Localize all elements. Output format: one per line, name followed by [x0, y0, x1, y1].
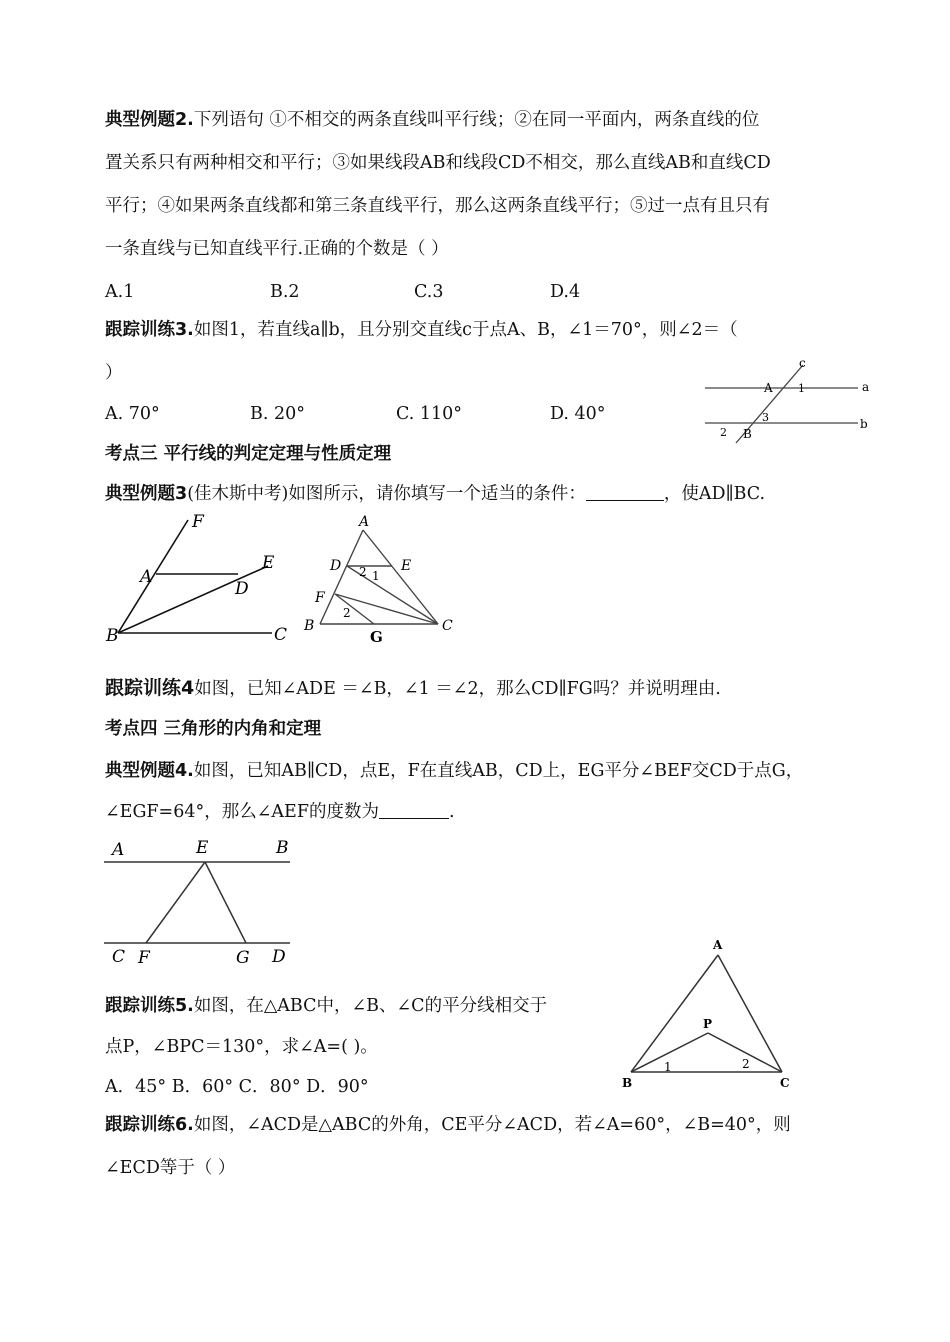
ex4-label-C: C: [112, 947, 126, 967]
ex3f2-label-A: A: [359, 514, 370, 530]
ex3f2-label-C: C: [442, 618, 453, 634]
tr5-line-2: 点P，∠BPC＝130°，求∠A=( )。: [105, 1037, 378, 1057]
tr6-label: 跟踪训练6.: [105, 1115, 194, 1135]
ex3f1-label-F: F: [192, 512, 204, 532]
ex3f1-label-C: C: [274, 625, 288, 645]
tr3-option-d: D. 40°: [550, 404, 606, 424]
figure-1-parallel-lines: [700, 355, 880, 445]
ex3-line: 典型例题3(佳木斯中考)如图所示，请你填写一个适当的条件： ，使AD∥BC.: [105, 484, 766, 504]
ex4-label-B: B: [276, 838, 289, 858]
fig1-label-c: c: [799, 356, 806, 370]
ex4-label-E: E: [196, 838, 209, 858]
fig1-label-B: B: [743, 427, 752, 441]
ex4-blank: [379, 800, 449, 819]
ex2-line-2: 置关系只有两种相交和平行；③如果线段AB和线段CD不相交，那么直线AB和直线CD: [105, 153, 771, 173]
figure-ex4: [100, 835, 300, 970]
ex3f2-label-E: E: [401, 558, 412, 574]
figure-tr5-triangle: [618, 935, 803, 1095]
tr3-line-2: ）: [105, 363, 123, 383]
fig1-angle-2: 2: [720, 426, 727, 439]
tr5-label-B: B: [622, 1076, 633, 1090]
tr5-angle-2: 2: [742, 1057, 750, 1071]
ex3f2-label-B: B: [304, 618, 315, 634]
ex2-line-1: 典型例题2.下列语句 ①不相交的两条直线叫平行线；②在同一平面内，两条直线的位: [105, 110, 760, 130]
tr3-option-b: B. 20°: [250, 404, 306, 424]
tr5-label: 跟踪训练5.: [105, 996, 194, 1016]
fig1-label-a: a: [862, 380, 870, 394]
ex3f1-label-B: B: [106, 626, 119, 646]
section-3-title: 考点三 平行线的判定定理与性质定理: [105, 444, 392, 464]
tr3-option-c: C. 110°: [396, 404, 463, 424]
tr4-line: 跟踪训练4如图，已知∠ADE ＝∠B，∠1 ＝∠2，那么CD∥FG吗？并说明理由.: [105, 677, 721, 699]
ex3f1-label-A: A: [140, 567, 153, 587]
ex3f2-angle-2-top: 2: [359, 565, 367, 579]
ex3f2-label-D: D: [330, 558, 342, 574]
tr5-label-C: C: [780, 1076, 790, 1090]
ex4-label-A: A: [112, 840, 125, 860]
tr5-options: A．45° B．60° C．80° D．90°: [105, 1077, 369, 1097]
ex4-label-G: G: [236, 948, 250, 968]
fig1-label-A: A: [764, 381, 773, 395]
ex2-line-4: 一条直线与已知直线平行.正确的个数是（ ）: [105, 239, 449, 259]
tr6-line-1: 跟踪训练6.如图，∠ACD是△ABC的外角，CE平分∠ACD，若∠A=60°，∠B=40°，则: [105, 1115, 791, 1135]
tr4-label: 跟踪训练4: [105, 677, 195, 699]
tr3-option-a: A. 70°: [105, 404, 160, 424]
ex3f1-label-E: E: [262, 553, 275, 573]
ex2-label: 典型例题2.: [105, 110, 194, 130]
fig1-angle-3: 3: [762, 411, 769, 424]
ex4-label-F: F: [138, 948, 150, 968]
tr3-label: 跟踪训练3.: [105, 320, 194, 340]
ex3f2-label-F: F: [315, 590, 325, 606]
tr5-label-P: P: [703, 1017, 713, 1031]
tr6-line-2: ∠ECD等于（ ）: [105, 1158, 236, 1178]
ex2-line-3: 平行；④如果两条直线都和第三条直线平行，那么这两条直线平行；⑤过一点有且只有: [105, 196, 770, 216]
tr3-line-1: 跟踪训练3.如图1，若直线a∥b，且分别交直线c于点A、B，∠1＝70°，则∠2＝（: [105, 320, 738, 340]
ex3f2-angle-1: 1: [372, 569, 380, 583]
ex4-line-1: 典型例题4.如图，已知AB∥CD，点E，F在直线AB，CD上，EG平分∠BEF交CD于点G，: [105, 761, 804, 781]
ex4-line-2: ∠EGF=64°，那么∠AEF的度数为 .: [105, 802, 455, 822]
ex3f2-label-G: G: [370, 628, 383, 646]
tr5-angle-1: 1: [664, 1060, 672, 1074]
ex3f1-label-D: D: [235, 579, 249, 599]
ex3-blank: [586, 482, 664, 501]
fig1-label-b: b: [860, 417, 868, 431]
ex2-option-a: A.1: [105, 282, 135, 302]
section-4-title: 考点四 三角形的内角和定理: [105, 719, 322, 739]
figure-ex3-left: [100, 510, 300, 645]
ex3f2-angle-2-bottom: 2: [343, 606, 351, 620]
tr5-label-A: A: [713, 938, 723, 952]
ex2-option-d: D.4: [550, 282, 581, 302]
figure-ex3-right: [300, 512, 470, 647]
ex2-option-b: B.2: [270, 282, 300, 302]
ex4-label: 典型例题4.: [105, 761, 194, 781]
ex4-label-D: D: [272, 947, 286, 967]
ex2-option-c: C.3: [414, 282, 444, 302]
tr5-line-1: 跟踪训练5.如图，在△ABC中，∠B、∠C的平分线相交于: [105, 996, 548, 1016]
ex3-label: 典型例题3: [105, 484, 188, 504]
fig1-angle-1: 1: [798, 382, 805, 395]
